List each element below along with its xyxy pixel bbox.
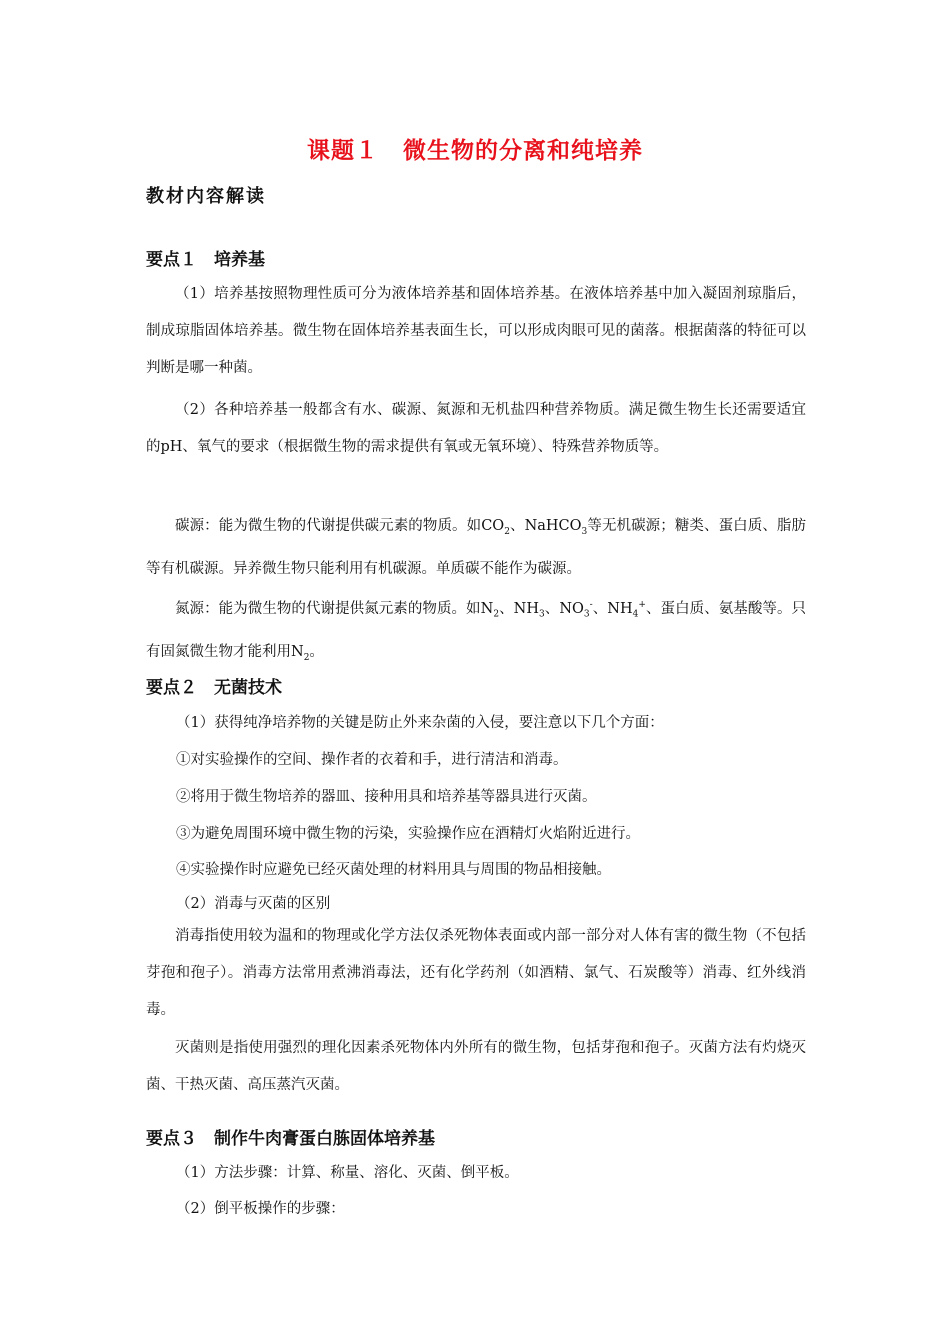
disinfection-paragraph: 消毒指使用较为温和的物理或化学方法仅杀死物体表面或内部一部分对人体有害的微生物（不包括芽孢和孢子）。消毒方法常用煮沸消毒法，还有化学药剂（如酒精、氯气、石炭酸等）消毒、红外线消毒。 [146,928,806,1018]
nitrogen-sub-2: 3 [539,609,545,620]
list-item: ④实验操作时应避免已经灭菌处理的材料用具与周围的物品相接触。 [176,862,611,878]
carbon-source-paragraph [146,508,806,588]
carbon-sub-2: 3 [581,526,588,537]
carbon-text-a: 碳源：能为微生物的代谢提供碳元素的物质。如CO [175,518,505,534]
nitrogen-sub-1: 2 [493,609,500,620]
point3-heading: 要点３ 制作牛肉膏蛋白胨固体培养基 [146,1129,435,1149]
nitrogen-text-b: 、NH [499,600,539,617]
nitrogen-text-d: 、NH [592,600,633,617]
nitrogen-sub-4: 4 [632,609,639,620]
point1-heading: 要点１ 培养基 [146,250,265,270]
nitrogen-text-e: 、蛋白质、氨基酸等。只有固氮微生物才能利用N [146,600,807,660]
nitrogen-source-paragraph [146,587,806,677]
list-item: ③为避免周围环境中微生物的污染，实验操作应在酒精灯火焰附近进行。 [176,826,640,842]
section-heading: 教材内容解读 [146,186,266,207]
list-item: ②将用于微生物培养的器皿、接种用具和培养基等器具进行灭菌。 [176,789,597,805]
nitrogen-sup-3: - [589,600,593,610]
nitrogen-text-a: 氮源：能为微生物的代谢提供氮元素的物质。如N [175,600,494,617]
nitrogen-text-f: 。 [309,643,324,660]
carbon-sub-1: 2 [504,526,510,537]
point2-intro: （1）获得纯净培养物的关键是防止外来杂菌的入侵，要注意以下几个方面： [176,715,664,731]
nitrogen-sub-3: 3 [583,609,590,620]
point2-subheading: （2）消毒与灭菌的区别 [176,896,331,912]
point1-paragraph-1: （1）培养基按照物理性质可分为液体培养基和固体培养基。在液体培养基中加入凝固剂琼脂后，制成琼脂固体培养基。微生物在固体培养基表面生长，可以形成肉眼可见的菌落。根据菌落的特征可以判断是哪一种菌。 [146,286,806,376]
nitrogen-sub-5: 2 [303,652,310,663]
carbon-text-c: 等无机碳源；糖类、蛋白质、脂肪等有机碳源。异养微生物只能利用有机碳源。单质碳不能作为碳源。 [146,518,806,577]
nitrogen-sup-4: + [638,600,646,610]
point1-paragraph-2: （2）各种培养基一般都含有水、碳源、氮源和无机盐四种营养物质。满足微生物生长还需要适宜的pH、氧气的要求（根据微生物的需求提供有氧或无氧环境）、特殊营养物质等。 [146,402,806,455]
point3-step-1: （1）方法步骤：计算、称量、溶化、灭菌、倒平板。 [176,1165,519,1181]
point2-heading: 要点２ 无菌技术 [146,678,282,698]
carbon-text-b: 、NaHCO [509,518,582,534]
point3-step-2: （2）倒平板操作的步骤： [176,1201,345,1217]
page-title: 课题１ 微生物的分离和纯培养 [307,138,643,164]
nitrogen-text-c: 、NO [544,600,584,617]
sterilization-paragraph: 灭菌则是指使用强烈的理化因素杀死物体内外所有的微生物，包括芽孢和孢子。灭菌方法有灼烧灭菌、干热灭菌、高压蒸汽灭菌。 [146,1040,806,1093]
list-item: ①对实验操作的空间、操作者的衣着和手，进行清洁和消毒。 [176,752,568,768]
